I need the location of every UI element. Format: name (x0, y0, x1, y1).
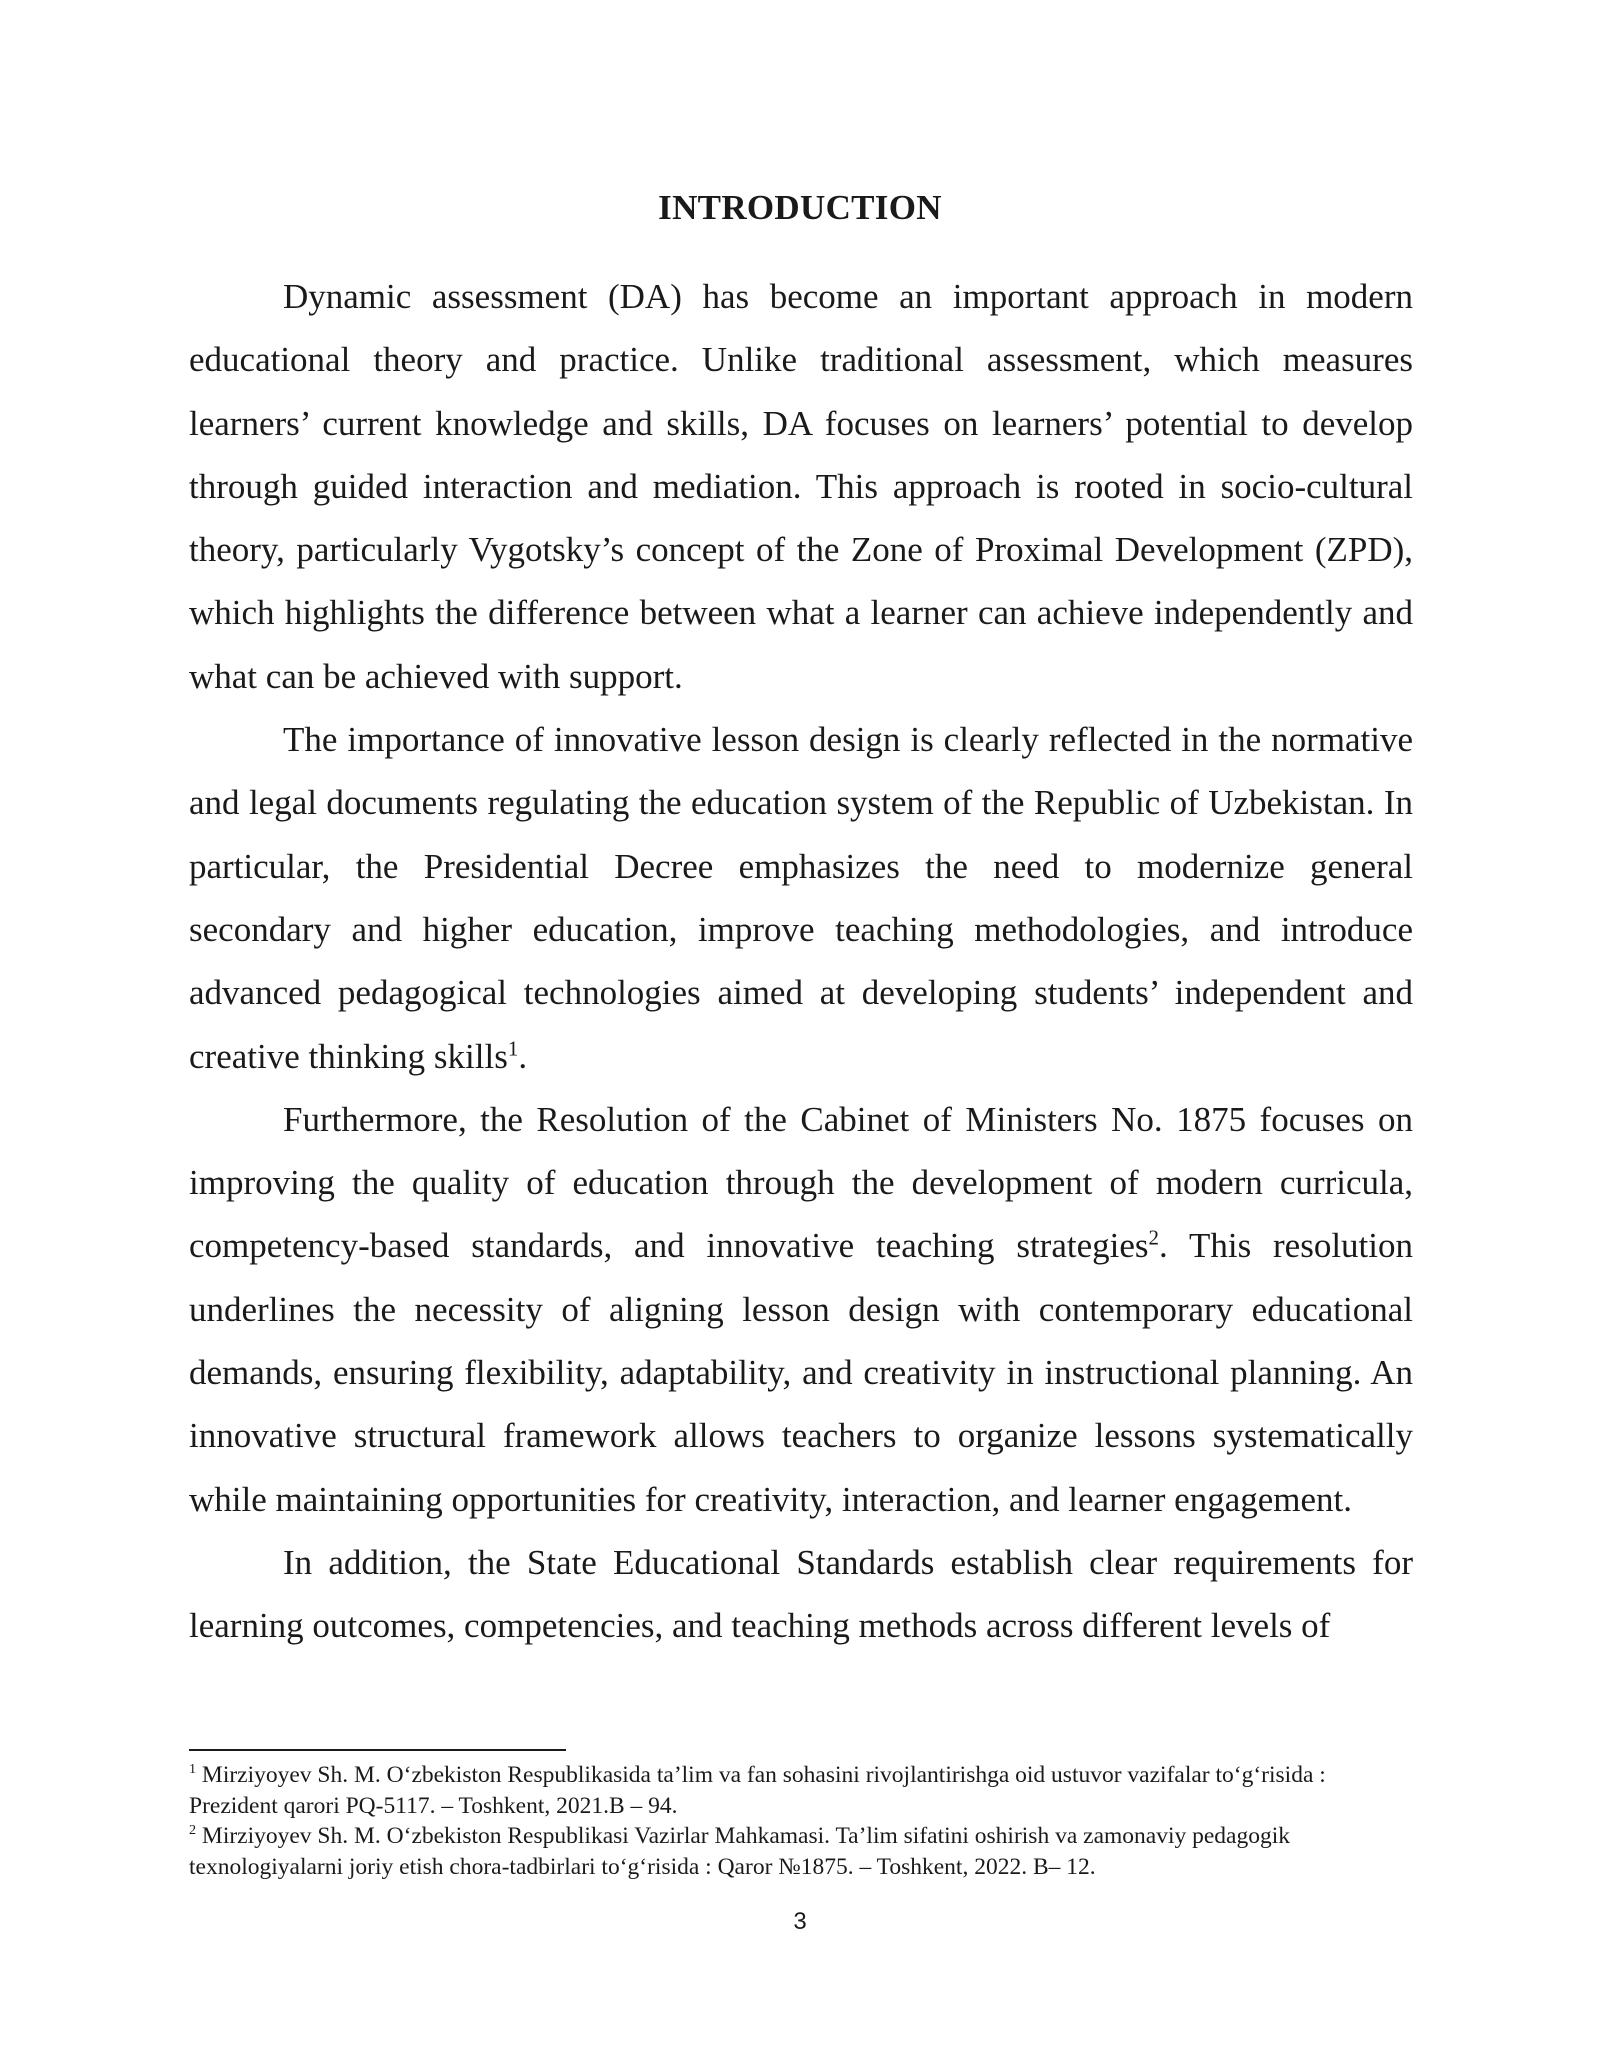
page-title: INTRODUCTION (658, 188, 942, 227)
footnote-separator (189, 1749, 566, 1751)
footnote-mark-2: 2 (189, 1822, 197, 1839)
page-number: 3 (793, 1908, 807, 1935)
footnote-2 (189, 1821, 1413, 1882)
paragraph-2 (189, 708, 1413, 1088)
paragraph-3 (189, 1088, 1413, 1531)
paragraph-3-text: Furthermore, the Resolution of the Cabinet of Ministers No. 1875 focuses on improving the quality of education through the development of modern curricula, competency-based standards, and innovative teaching strategies (189, 1099, 1413, 1266)
footnote-1-text: Mirziyoyev Sh. M. O‘zbekiston Respublikasida ta’lim va fan sohasini rivojlantirishga oid ustuvor vazifalar to‘g‘risida : Prezident qarori PQ-5117. – Toshkent, 2021.B – 94. (189, 1762, 1326, 1819)
footnote-ref-2[interactable]: 2 (1148, 1225, 1160, 1250)
paragraph-1-text: Dynamic assessment (DA) has become an important approach in modern educational theory and practice. Unlike traditional assessment, which measures learners’ current knowledge and skills, DA focuses on learners’ potential to develop through guided interaction and mediation. This approach is rooted in socio-cultural theory, particularly Vygotsky’s concept of the Zone of Proximal Development (ZPD), which highlights the difference between what a learner can achieve independently and what can be achieved with support. (189, 277, 1413, 696)
body-text (189, 265, 1413, 1658)
paragraph-3-tail: . This resolution underlines the necessity of aligning lesson design with contemporary educational demands, ensuring flexibility, adaptability, and creativity in instructional planning. An innovative structural framework allows teachers to organize lessons systematically while maintaining opportunities for creativity, interaction, and learner engagement. (189, 1226, 1413, 1519)
paragraph-1 (189, 265, 1413, 708)
paragraph-2-text: The importance of innovative lesson design is clearly reflected in the normative and legal documents regulating the education system of the Republic of Uzbekistan. In particular, the Presidential Decree emphasizes the need to modernize general secondary and higher education, improve teaching methodologies, and introduce advanced pedagogical technologies aimed at developing students’ independent and creative thinking skills (189, 720, 1413, 1076)
footnotes (189, 1760, 1413, 1882)
footnote-mark-1: 1 (189, 1761, 197, 1778)
footnote-1 (189, 1760, 1413, 1821)
footnote-2-text: Mirziyoyev Sh. M. O‘zbekiston Respublikasi Vazirlar Mahkamasi. Ta’lim sifatini oshirish va zamonaviy pedagogik texnologiyalarni joriy etish chora-tadbirlari to‘g‘risida : Qaror №1875. – Toshkent, 2022. B– 12. (189, 1823, 1291, 1880)
paragraph-2-tail: . (518, 1036, 528, 1076)
footnote-ref-1[interactable]: 1 (507, 1035, 519, 1060)
paragraph-4 (189, 1531, 1413, 1658)
paragraph-4-text: In addition, the State Educational Standards establish clear requirements for learning outcomes, competencies, and teaching methods across different levels of (189, 1542, 1413, 1646)
